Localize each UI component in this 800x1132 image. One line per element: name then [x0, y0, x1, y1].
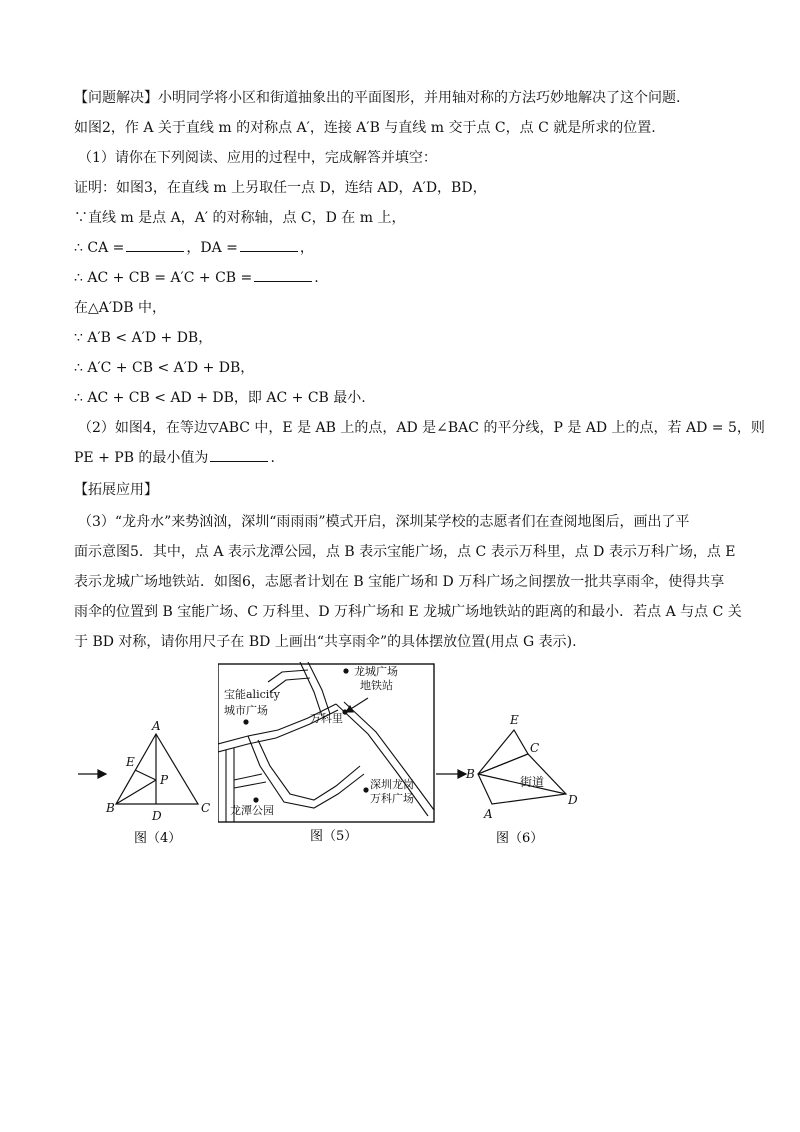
text-line-7: [74, 268, 319, 288]
label-a: A: [484, 807, 493, 821]
text-line-12: （2）如图4，在等边▽ABC 中，E 是 AB 上的点，AD 是∠BAC 的平分线，P 是 AD 上的点，若 AD = 5，则: [78, 420, 765, 436]
answer-blank-min[interactable]: [210, 448, 268, 462]
text-line-10: ∴ A′C + CB < A′D + DB，: [74, 360, 255, 376]
text-line-3: （1）请你在下列阅读、应用的过程中，完成解答并填空：: [78, 150, 437, 166]
period: .: [314, 270, 319, 286]
figures-row: [70, 662, 710, 852]
label-shenzhen-1: 深圳龙岗: [370, 778, 414, 791]
text-line-5: ∵直线 m 是点 A，A′ 的对称轴，点 C，D 在 m 上，: [74, 210, 406, 226]
da-label: ，DA =: [186, 240, 238, 256]
poi-wankeli-dot: [342, 709, 347, 714]
text-line-18: 于 BD 对称，请你用尺子在 BD 上画出“共享雨伞”的具体摆放位置(用点 G 表示).: [74, 634, 577, 650]
text-line-17: 雨伞的位置到 B 宝能广场、C 万科里、D 万科广场和 E 龙城广场地铁站的距离的和最小．若点 A 与点 C 关: [74, 604, 742, 620]
label-baoneng-2: 城市广场: [224, 704, 268, 717]
segment-ep: [135, 770, 156, 780]
caption-fig5: 图（5）: [310, 829, 358, 844]
label-longcheng-2: 地铁站: [360, 679, 393, 692]
pe-pb-label: PE + PB 的最小值为: [74, 450, 209, 466]
label-wankeli: 万科里: [310, 712, 343, 725]
label-shenzhen-2: 万科广场: [370, 792, 414, 805]
triangle-bec: [478, 730, 528, 774]
poi-longtan-dot: [253, 797, 258, 802]
text-line-9: ∵ A′B < A′D + DB，: [74, 330, 213, 346]
figure-6: [436, 662, 606, 852]
arrow-head: [98, 770, 106, 778]
label-p: P: [160, 773, 169, 787]
label-d: D: [152, 809, 162, 823]
label-e: E: [126, 755, 135, 769]
sum-label: ∴ AC + CB = A′C + CB =: [74, 270, 253, 286]
answer-blank-ca[interactable]: [126, 238, 184, 252]
text-line-6: [74, 238, 314, 258]
text-line-4: 证明：如图3，在直线 m 上另取任一点 D，连结 AD，A′D，BD，: [74, 180, 487, 196]
ca-label: ∴ CA =: [74, 240, 125, 256]
label-longcheng-1: 龙城广场: [354, 665, 398, 678]
text-line-14: （3）“龙舟水”来势汹汹，深圳“雨雨雨”模式开启，深圳某学校的志愿者们在查阅地图后，画出了平: [78, 514, 690, 530]
label-b: B: [466, 767, 475, 781]
label-baoneng-1: 宝能alicity: [224, 688, 280, 701]
text-line-13: [74, 448, 275, 468]
text-line-11: ∴ AC + CB < AD + DB，即 AC + CB 最小.: [74, 390, 366, 406]
caption-fig4: 图（4）: [134, 831, 182, 846]
segment-bp: [116, 780, 156, 804]
triangle-abc: [116, 734, 198, 804]
answer-blank-sum[interactable]: [254, 268, 312, 282]
label-b: B: [106, 801, 115, 815]
text-line-8: 在△A′DB 中，: [74, 300, 167, 316]
label-longtan: 龙潭公园: [230, 804, 274, 817]
section-heading-extension: 【拓展应用】: [74, 482, 158, 498]
text-line-15: 面示意图5．其中，点 A 表示龙潭公园，点 B 表示宝能广场，点 C 表示万科里，点 D 表示万科广场，点 E: [74, 544, 736, 560]
comma: ，: [299, 240, 314, 256]
text-line-2: 如图2，作 A 关于直线 m 的对称点 A′，连接 A′B 与直线 m 交于点 C，点 C 就是所求的位置.: [74, 120, 656, 136]
caption-fig6: 图（6）: [496, 831, 544, 846]
arrow-head: [458, 770, 466, 778]
label-c: C: [201, 801, 211, 815]
poi-longcheng-dot: [343, 668, 348, 673]
label-a: A: [152, 719, 161, 733]
figure-5-map: [218, 662, 436, 852]
label-d: D: [568, 793, 578, 807]
label-e: E: [510, 713, 519, 727]
poi-shenzhen-dot: [363, 787, 368, 792]
answer-blank-da[interactable]: [240, 238, 298, 252]
figure-4: [70, 662, 220, 852]
period-2: .: [270, 450, 275, 466]
label-street: 街道: [520, 775, 545, 789]
poi-baoneng-dot: [243, 719, 248, 724]
label-c: C: [530, 741, 540, 755]
text-line-16: 表示龙城广场地铁站．如图6，志愿者计划在 B 宝能广场和 D 万科广场之间摆放一批共享雨伞，使得共享: [74, 574, 725, 590]
text-line-1: 【问题解决】小明同学将小区和街道抽象出的平面图形，并用轴对称的方法巧妙地解决了这个问题.: [74, 90, 681, 106]
